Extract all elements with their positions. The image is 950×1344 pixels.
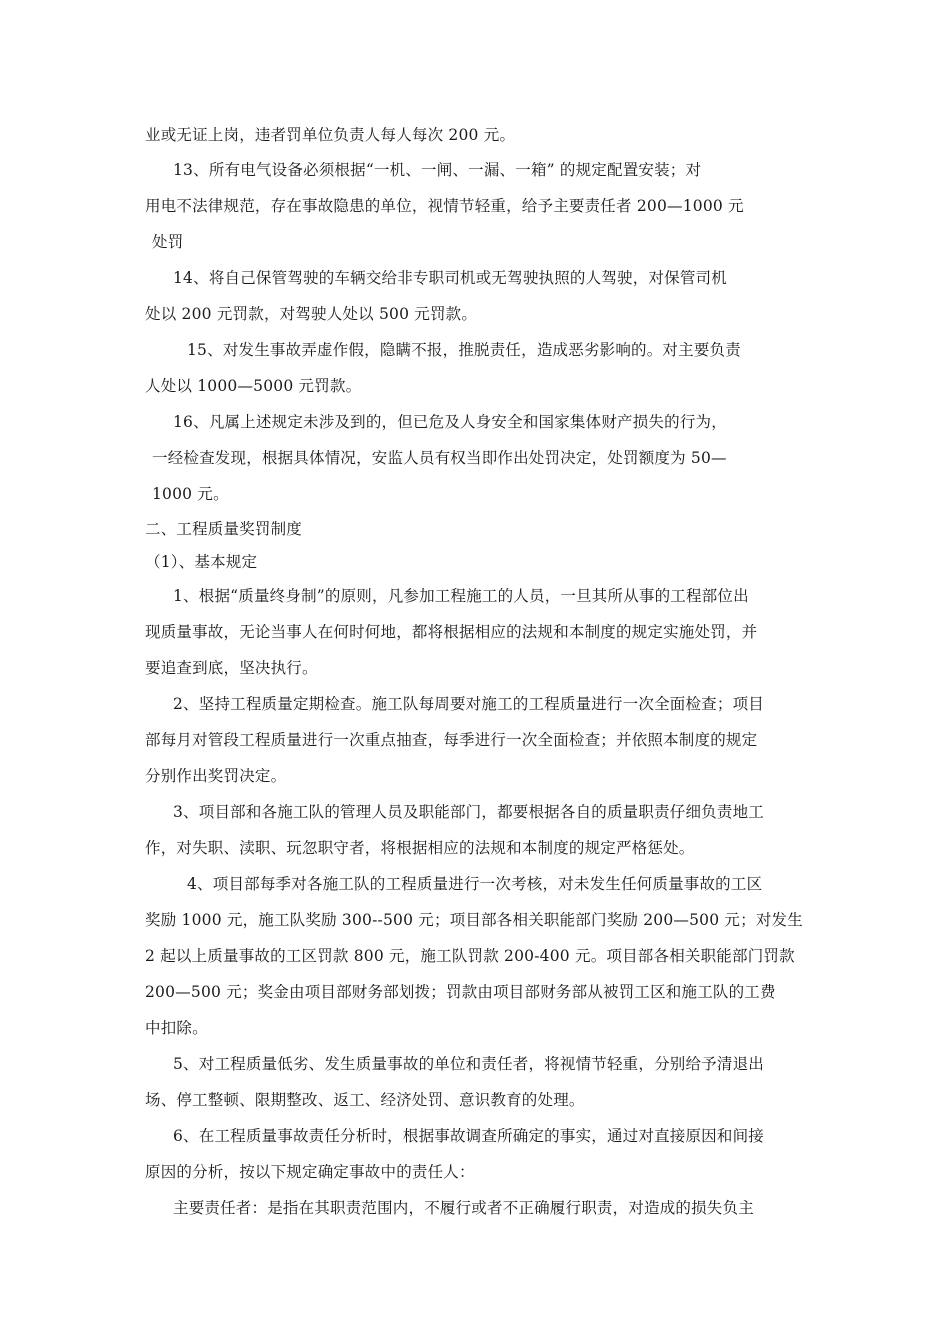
section-heading: 二、工程质量奖罚制度 [145, 520, 303, 538]
text-line-3: 用电不法律规范，存在事故隐患的单位，视情节轻重，给予主要责任者 200—1000 元 [145, 197, 744, 215]
text-line-21: 作，对失职、渎职、玩忽职守者，将根据相应的法规和本制度的规定严格惩处。 [145, 839, 695, 857]
text-line-4: 处罚 [152, 233, 184, 251]
text-line-1: 业或无证上岗，违者罚单位负责人每人每次 200 元。 [145, 126, 516, 144]
text-line-29: 6、在工程质量事故责任分析时，根据事故调查所确定的事实，通过对直接原因和间接 [173, 1127, 764, 1145]
text-line-18: 部每月对管段工程质量进行一次重点抽查，每季进行一次全面检查；并依照本制度的规定 [145, 731, 758, 749]
text-line-27: 5、对工程质量低劣、发生质量事故的单位和责任者，将视情节轻重，分别给予清退出 [173, 1055, 764, 1073]
text-line-19: 分别作出奖罚决定。 [145, 767, 287, 785]
text-line-17: 2、坚持工程质量定期检查。施工队每周要对施工的工程质量进行一次全面检查；项目 [173, 695, 764, 713]
text-line-20: 3、项目部和各施工队的管理人员及职能部门，都要根据各自的质量职责仔细负责地工 [173, 803, 764, 821]
text-line-11: 1000 元。 [152, 485, 229, 503]
text-line-31: 主要责任者：是指在其职责范围内，不履行或者不正确履行职责，对造成的损失负主 [173, 1199, 754, 1217]
text-line-25: 200—500 元；奖金由项目部财务部划拨；罚款由项目部财务部从被罚工区和施工队的工费 [145, 983, 776, 1001]
text-line-22: 4、项目部每季对各施工队的工程质量进行一次考核，对未发生任何质量事故的工区 [187, 875, 763, 893]
text-line-8: 人处以 1000—5000 元罚款。 [145, 377, 362, 395]
text-line-30: 原因的分析，按以下规定确定事故中的责任人： [145, 1163, 475, 1181]
text-line-28: 场、停工整顿、限期整改、返工、经济处罚、意识教育的处理。 [145, 1091, 585, 1109]
text-line-26: 中扣除。 [145, 1019, 208, 1037]
text-line-10: 一经检查发现，根据具体情况，安监人员有权当即作出处罚决定，处罚额度为 50— [152, 449, 727, 467]
text-line-24: 2 起以上质量事故的工区罚款 800 元，施工队罚款 200-400 元。项目部各相关职能部门罚款 [145, 947, 795, 965]
text-line-6: 处以 200 元罚款，对驾驶人处以 500 元罚款。 [145, 305, 478, 323]
text-line-2: 13、所有电气设备必须根据“一机、一闸、一漏、一箱” 的规定配置安装；对 [173, 161, 702, 179]
text-line-9: 16、凡属上述规定未涉及到的，但已危及人身安全和国家集体财产损失的行为， [173, 413, 727, 431]
text-line-23: 奖励 1000 元，施工队奖励 300--500 元；项目部各相关职能部门奖励 200—500 元；对发生 [145, 911, 803, 929]
subsection-heading: （1）、基本规定 [145, 553, 258, 571]
text-line-16: 要追查到底，坚决执行。 [145, 659, 318, 677]
text-line-7: 15、对发生事故弄虚作假，隐瞒不报，推脱责任，造成恶劣影响的。对主要负责 [187, 341, 741, 359]
text-line-15: 现质量事故，无论当事人在何时何地，都将根据相应的法规和本制度的规定实施处罚，并 [145, 623, 758, 641]
text-line-14: 1、根据“质量终身制”的原则，凡参加工程施工的人员，一旦其所从事的工程部位出 [173, 587, 749, 605]
text-line-5: 14、将自己保管驾驶的车辆交给非专职司机或无驾驶执照的人驾驶，对保管司机 [173, 269, 727, 287]
